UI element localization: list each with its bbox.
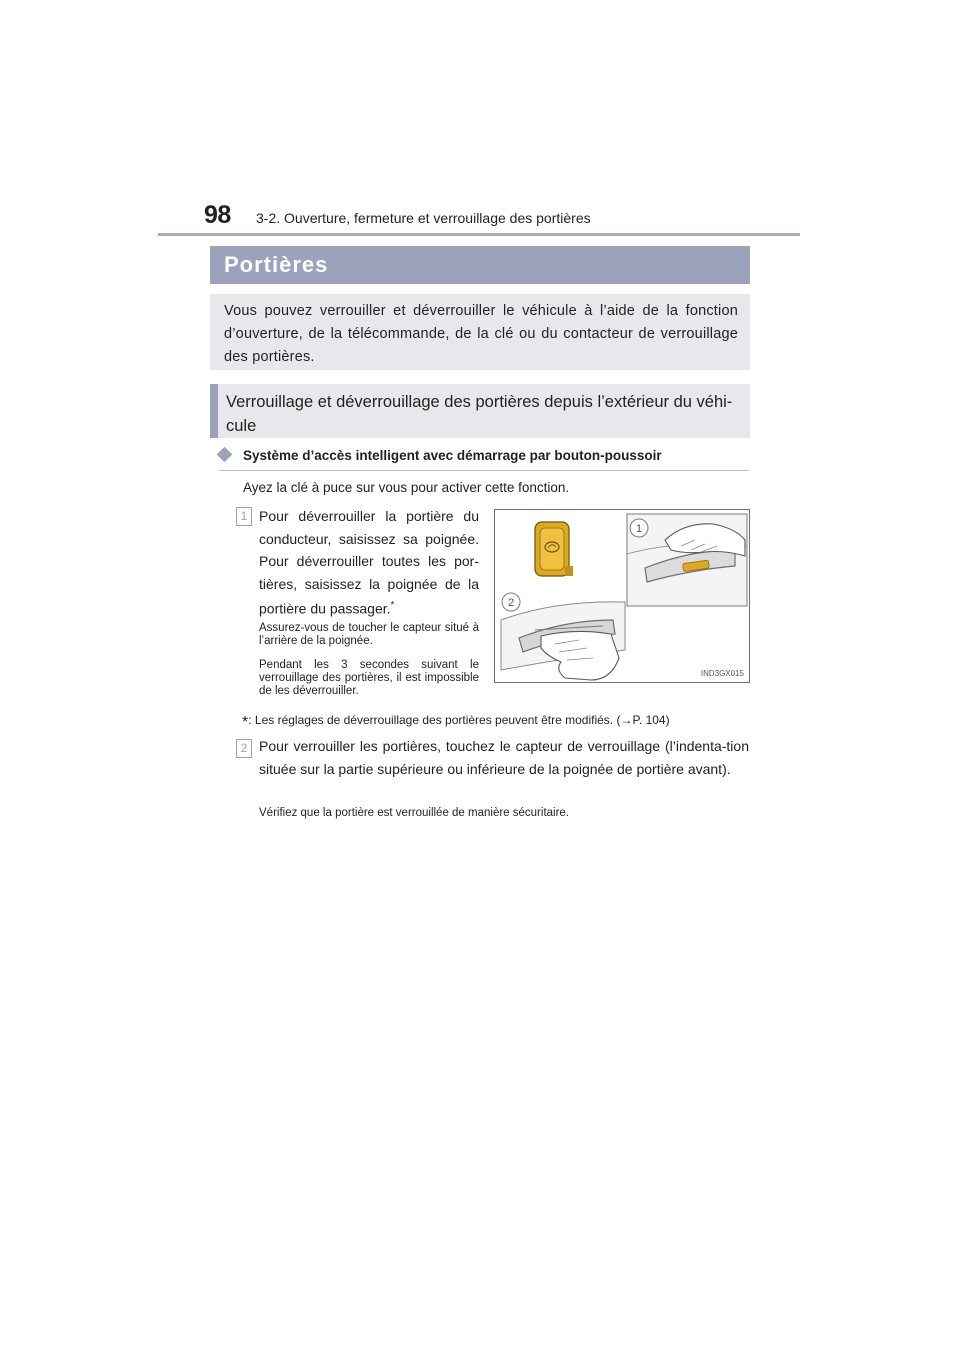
step-1-note-delay: Pendant les 3 secondes suivant le verrouillage des portières, il est impossible de les déverrouiller.: [259, 659, 479, 697]
subheading-bar: [210, 384, 750, 438]
diamond-bullet-icon: [217, 447, 233, 463]
header-divider: [158, 233, 800, 236]
smart-key-icon: [535, 522, 573, 576]
system-heading: Système d’accès intelligent avec démarrage par bouton-poussoir: [243, 448, 662, 463]
step-2-badge: 2: [236, 739, 252, 758]
footnote-reference: *: [390, 600, 395, 611]
subheading: Verrouillage et déverrouillage des portières depuis l’extérieur du véhi-cule: [226, 393, 733, 435]
page-title: Portières: [224, 252, 329, 277]
panel-passenger-handle: [501, 593, 625, 680]
step-1-text: [259, 505, 479, 620]
callout-1: 1: [635, 523, 643, 535]
step-2-text: Pour verrouiller les portières, touchez le capteur de verrouillage (l’indenta-tion située sur la partie supérieure ou inférieure de la poignée de portière avant).: [259, 738, 749, 777]
figure-code: IND3GX015: [700, 669, 744, 678]
intro-box: [210, 294, 750, 370]
step-1-badge: 1: [236, 507, 252, 526]
intro-text: Vous pouvez verrouiller et déverrouiller le véhicule à l’aide de la fonction d’ouverture, de la télécommande, de la clé ou du contacteur de verrouillage des portières.: [224, 303, 738, 365]
step-1-note-sensor: Assurez-vous de toucher le capteur situé à l’arrière de la poignée.: [259, 622, 479, 647]
page-number: 98: [204, 201, 231, 229]
title-bar: [210, 246, 750, 284]
illustration-svg: [495, 510, 750, 683]
section-reference: 3-2. Ouverture, fermeture et verrouillage des portières: [256, 210, 591, 226]
system-heading-row: [219, 446, 749, 471]
footnote-text: : Les réglages de déverrouillage des portières peuvent être modifiés. (→P. 104): [248, 713, 670, 727]
door-handle-illustration: [494, 509, 750, 683]
panel-driver-handle: [627, 514, 747, 606]
footnote-mark: *: [242, 714, 249, 731]
step-1-body: Pour déverrouiller la portière du conducteur, saisissez sa poignée. Pour déverrouiller toutes les por-tières, saisissez la poignée de la portière du passager.: [259, 508, 479, 617]
step-2-note: Vérifiez que la portière est verrouillée de manière sécuritaire.: [259, 807, 570, 819]
footnote: [242, 711, 670, 729]
lead-text: Ayez la clé à puce sur vous pour activer cette fonction.: [243, 480, 570, 495]
callout-2: 2: [507, 597, 515, 609]
